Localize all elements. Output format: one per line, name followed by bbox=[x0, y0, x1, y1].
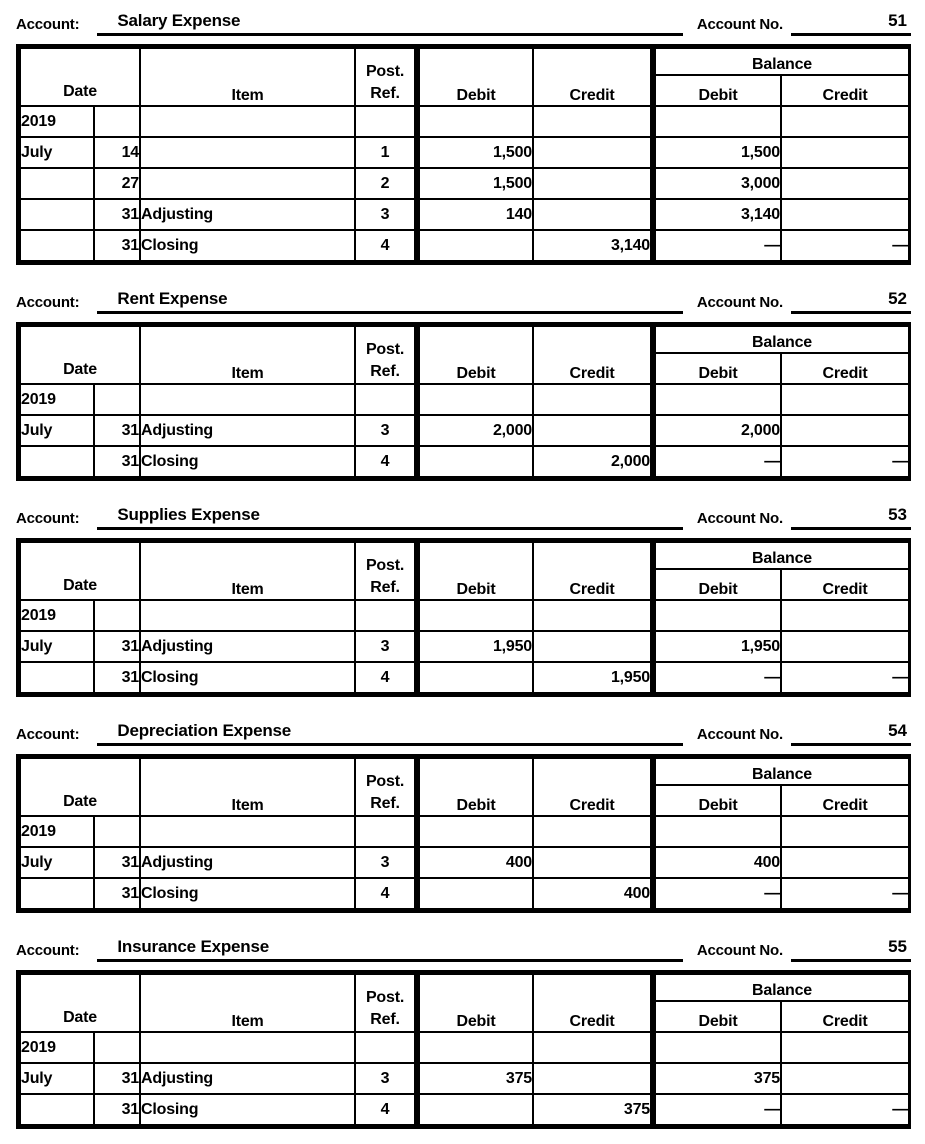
cell-date-month bbox=[20, 168, 94, 199]
cell-item: Adjusting bbox=[140, 199, 355, 230]
ledger-header-row-top bbox=[20, 974, 909, 1001]
cell-item: Adjusting bbox=[140, 631, 355, 662]
cell-date-month: 2019 bbox=[20, 384, 94, 415]
header-debit-label: Debit bbox=[417, 974, 533, 1032]
table-row bbox=[20, 106, 909, 137]
account-name-rule bbox=[97, 505, 682, 530]
cell-item bbox=[140, 168, 355, 199]
cell-post-ref: 3 bbox=[355, 199, 417, 230]
account-header bbox=[0, 500, 925, 530]
cell-debit: 1,500 bbox=[417, 137, 533, 168]
cell-date-day: 31 bbox=[94, 878, 140, 909]
cell-date-day: 31 bbox=[94, 847, 140, 878]
cell-post-ref bbox=[355, 600, 417, 631]
table-row bbox=[20, 199, 909, 230]
cell-credit bbox=[533, 137, 653, 168]
cell-date-month bbox=[20, 446, 94, 477]
table-row bbox=[20, 631, 909, 662]
cell-credit bbox=[533, 847, 653, 878]
cell-date-month: 2019 bbox=[20, 1032, 94, 1063]
ledger-account-block bbox=[0, 284, 925, 481]
cell-balance-debit: 3,140 bbox=[653, 199, 781, 230]
header-balance-debit-label: Debit bbox=[653, 353, 781, 384]
ledger-table-wrapper bbox=[16, 44, 911, 265]
cell-balance-credit bbox=[781, 106, 909, 137]
header-date-label: Date bbox=[63, 793, 97, 810]
account-name-rule bbox=[97, 937, 682, 962]
cell-item: Closing bbox=[140, 1094, 355, 1125]
header-credit-label: Credit bbox=[533, 542, 653, 600]
header-debit-label: Debit bbox=[417, 48, 533, 106]
account-name-value: Salary Expense bbox=[117, 11, 241, 30]
cell-post-ref: 4 bbox=[355, 230, 417, 261]
header-item-label: Item bbox=[140, 758, 355, 816]
account-name-value: Rent Expense bbox=[117, 289, 228, 308]
account-label: Account: bbox=[16, 510, 80, 527]
cell-item: Closing bbox=[140, 662, 355, 693]
header-post-ref-label bbox=[355, 542, 417, 600]
cell-debit: 1,500 bbox=[417, 168, 533, 199]
ledger-account-block bbox=[0, 716, 925, 913]
ledger-table-wrapper bbox=[16, 322, 911, 481]
cell-date-month: July bbox=[20, 1063, 94, 1094]
cell-balance-debit: — bbox=[653, 230, 781, 261]
header-date-spacer bbox=[20, 758, 140, 816]
header-debit-label: Debit bbox=[417, 758, 533, 816]
account-no-value: 54 bbox=[888, 721, 907, 740]
cell-debit: 2,000 bbox=[417, 415, 533, 446]
ledger-table-wrapper bbox=[16, 754, 911, 913]
header-post-ref-label bbox=[355, 974, 417, 1032]
cell-date-day: 27 bbox=[94, 168, 140, 199]
cell-item bbox=[140, 137, 355, 168]
header-credit-label: Credit bbox=[533, 48, 653, 106]
account-name-rule bbox=[97, 289, 682, 314]
cell-balance-credit bbox=[781, 631, 909, 662]
cell-balance-debit bbox=[653, 600, 781, 631]
account-name-value: Supplies Expense bbox=[117, 505, 260, 524]
account-no-rule bbox=[791, 721, 911, 746]
cell-balance-debit: 2,000 bbox=[653, 415, 781, 446]
ledger-table-wrapper bbox=[16, 538, 911, 697]
header-post-ref-line1: Post. bbox=[365, 557, 405, 574]
header-balance-label: Balance bbox=[653, 326, 909, 353]
cell-balance-credit bbox=[781, 600, 909, 631]
table-row bbox=[20, 1063, 909, 1094]
cell-item bbox=[140, 1032, 355, 1063]
header-item-label: Item bbox=[140, 974, 355, 1032]
account-label: Account: bbox=[16, 294, 80, 311]
cell-balance-debit bbox=[653, 1032, 781, 1063]
ledger-header-row-top bbox=[20, 758, 909, 785]
header-post-ref-line2: Ref. bbox=[370, 579, 400, 596]
cell-credit bbox=[533, 600, 653, 631]
cell-balance-debit: 375 bbox=[653, 1063, 781, 1094]
header-credit-label: Credit bbox=[533, 326, 653, 384]
account-name-rule bbox=[97, 11, 682, 36]
cell-balance-credit: — bbox=[781, 662, 909, 693]
table-row bbox=[20, 137, 909, 168]
header-balance-debit-label: Debit bbox=[653, 75, 781, 106]
table-row bbox=[20, 600, 909, 631]
header-balance-debit-label: Debit bbox=[653, 785, 781, 816]
cell-item: Adjusting bbox=[140, 415, 355, 446]
table-row bbox=[20, 847, 909, 878]
ledger-account-block bbox=[0, 932, 925, 1129]
cell-debit: 375 bbox=[417, 1063, 533, 1094]
account-label: Account: bbox=[16, 942, 80, 959]
account-name-value: Depreciation Expense bbox=[117, 721, 292, 740]
ledger-account-block bbox=[0, 500, 925, 697]
cell-date-day: 31 bbox=[94, 631, 140, 662]
cell-post-ref: 4 bbox=[355, 878, 417, 909]
cell-debit bbox=[417, 1094, 533, 1125]
header-debit-label: Debit bbox=[417, 542, 533, 600]
cell-balance-credit bbox=[781, 415, 909, 446]
header-post-ref-line1: Post. bbox=[365, 63, 405, 80]
table-row bbox=[20, 446, 909, 477]
cell-post-ref bbox=[355, 1032, 417, 1063]
cell-item bbox=[140, 384, 355, 415]
header-balance-credit-label: Credit bbox=[781, 75, 909, 106]
cell-item: Closing bbox=[140, 230, 355, 261]
cell-credit bbox=[533, 415, 653, 446]
cell-balance-debit: — bbox=[653, 1094, 781, 1125]
cell-balance-debit: — bbox=[653, 878, 781, 909]
cell-date-day: 31 bbox=[94, 1063, 140, 1094]
cell-item bbox=[140, 600, 355, 631]
header-post-ref-label bbox=[355, 326, 417, 384]
header-balance-label: Balance bbox=[653, 48, 909, 75]
cell-post-ref: 2 bbox=[355, 168, 417, 199]
header-post-ref-line2: Ref. bbox=[370, 85, 400, 102]
header-balance-credit-label: Credit bbox=[781, 353, 909, 384]
account-no-label: Account No. bbox=[696, 294, 783, 311]
ledger-table-wrapper bbox=[16, 970, 911, 1129]
cell-date-day bbox=[94, 384, 140, 415]
cell-item: Adjusting bbox=[140, 847, 355, 878]
header-post-ref-line1: Post. bbox=[365, 341, 405, 358]
ledger-header-row-top bbox=[20, 48, 909, 75]
cell-date-day: 31 bbox=[94, 446, 140, 477]
ledger-table bbox=[19, 757, 910, 910]
cell-date-month: July bbox=[20, 631, 94, 662]
cell-debit bbox=[417, 384, 533, 415]
header-date-spacer bbox=[20, 326, 140, 384]
header-balance-debit-label: Debit bbox=[653, 1001, 781, 1032]
header-date-spacer bbox=[20, 542, 140, 600]
account-no-rule bbox=[791, 289, 911, 314]
header-debit-label: Debit bbox=[417, 326, 533, 384]
cell-date-month bbox=[20, 662, 94, 693]
cell-post-ref bbox=[355, 106, 417, 137]
account-no-label: Account No. bbox=[696, 942, 783, 959]
cell-credit bbox=[533, 199, 653, 230]
cell-balance-debit: 1,500 bbox=[653, 137, 781, 168]
header-date-label: Date bbox=[63, 577, 97, 594]
cell-balance-debit: — bbox=[653, 662, 781, 693]
header-post-ref-label bbox=[355, 48, 417, 106]
cell-post-ref: 4 bbox=[355, 1094, 417, 1125]
ledger-table bbox=[19, 973, 910, 1126]
cell-balance-debit bbox=[653, 106, 781, 137]
cell-balance-debit: — bbox=[653, 446, 781, 477]
cell-credit bbox=[533, 384, 653, 415]
table-row bbox=[20, 816, 909, 847]
cell-balance-debit: 3,000 bbox=[653, 168, 781, 199]
header-credit-label: Credit bbox=[533, 758, 653, 816]
header-balance-credit-label: Credit bbox=[781, 1001, 909, 1032]
cell-post-ref: 4 bbox=[355, 662, 417, 693]
cell-date-day bbox=[94, 600, 140, 631]
ledger-header-row-top bbox=[20, 326, 909, 353]
account-no-value: 51 bbox=[888, 11, 907, 30]
cell-date-day: 31 bbox=[94, 415, 140, 446]
header-date-label: Date bbox=[63, 361, 97, 378]
table-row bbox=[20, 662, 909, 693]
cell-item bbox=[140, 816, 355, 847]
cell-date-month bbox=[20, 230, 94, 261]
cell-debit bbox=[417, 816, 533, 847]
table-row bbox=[20, 384, 909, 415]
cell-credit: 375 bbox=[533, 1094, 653, 1125]
header-balance-label: Balance bbox=[653, 542, 909, 569]
header-balance-debit-label: Debit bbox=[653, 569, 781, 600]
cell-debit: 140 bbox=[417, 199, 533, 230]
header-date-spacer bbox=[20, 48, 140, 106]
header-item-label: Item bbox=[140, 542, 355, 600]
cell-balance-credit bbox=[781, 168, 909, 199]
account-no-value: 52 bbox=[888, 289, 907, 308]
table-row bbox=[20, 878, 909, 909]
account-no-label: Account No. bbox=[696, 510, 783, 527]
cell-balance-credit: — bbox=[781, 878, 909, 909]
cell-date-month: 2019 bbox=[20, 106, 94, 137]
cell-date-month bbox=[20, 199, 94, 230]
account-header bbox=[0, 284, 925, 314]
cell-balance-debit: 1,950 bbox=[653, 631, 781, 662]
cell-balance-credit: — bbox=[781, 1094, 909, 1125]
table-row bbox=[20, 230, 909, 261]
cell-debit bbox=[417, 878, 533, 909]
header-balance-credit-label: Credit bbox=[781, 785, 909, 816]
table-row bbox=[20, 168, 909, 199]
header-balance-label: Balance bbox=[653, 758, 909, 785]
header-date-label: Date bbox=[63, 83, 97, 100]
cell-debit: 1,950 bbox=[417, 631, 533, 662]
cell-item: Adjusting bbox=[140, 1063, 355, 1094]
cell-date-month: 2019 bbox=[20, 600, 94, 631]
cell-credit bbox=[533, 1032, 653, 1063]
account-no-label: Account No. bbox=[696, 16, 783, 33]
table-row bbox=[20, 1094, 909, 1125]
cell-item bbox=[140, 106, 355, 137]
cell-credit: 2,000 bbox=[533, 446, 653, 477]
cell-debit bbox=[417, 230, 533, 261]
cell-balance-credit: — bbox=[781, 230, 909, 261]
header-balance-credit-label: Credit bbox=[781, 569, 909, 600]
account-no-rule bbox=[791, 937, 911, 962]
ledger-table bbox=[19, 47, 910, 262]
cell-credit bbox=[533, 816, 653, 847]
cell-post-ref: 3 bbox=[355, 847, 417, 878]
ledger-account-block bbox=[0, 6, 925, 265]
header-item-label: Item bbox=[140, 48, 355, 106]
cell-debit bbox=[417, 106, 533, 137]
cell-credit: 400 bbox=[533, 878, 653, 909]
cell-date-month: 2019 bbox=[20, 816, 94, 847]
cell-balance-credit bbox=[781, 384, 909, 415]
header-credit-label: Credit bbox=[533, 974, 653, 1032]
account-no-value: 53 bbox=[888, 505, 907, 524]
cell-date-month: July bbox=[20, 847, 94, 878]
cell-balance-credit bbox=[781, 816, 909, 847]
ledger-header-row-top bbox=[20, 542, 909, 569]
header-item-label: Item bbox=[140, 326, 355, 384]
cell-item: Closing bbox=[140, 446, 355, 477]
cell-credit bbox=[533, 106, 653, 137]
cell-date-month: July bbox=[20, 415, 94, 446]
header-date-spacer bbox=[20, 974, 140, 1032]
cell-balance-credit bbox=[781, 1032, 909, 1063]
cell-credit bbox=[533, 168, 653, 199]
account-name-value: Insurance Expense bbox=[117, 937, 269, 956]
header-post-ref-line2: Ref. bbox=[370, 363, 400, 380]
account-header bbox=[0, 932, 925, 962]
table-row bbox=[20, 415, 909, 446]
cell-balance-debit: 400 bbox=[653, 847, 781, 878]
cell-post-ref bbox=[355, 384, 417, 415]
cell-date-day: 31 bbox=[94, 662, 140, 693]
ledger-table bbox=[19, 541, 910, 694]
cell-date-day: 31 bbox=[94, 230, 140, 261]
header-balance-label: Balance bbox=[653, 974, 909, 1001]
cell-date-day: 14 bbox=[94, 137, 140, 168]
cell-debit: 400 bbox=[417, 847, 533, 878]
cell-date-day: 31 bbox=[94, 199, 140, 230]
cell-debit bbox=[417, 662, 533, 693]
cell-credit: 3,140 bbox=[533, 230, 653, 261]
account-header bbox=[0, 716, 925, 746]
cell-post-ref bbox=[355, 816, 417, 847]
cell-balance-debit bbox=[653, 384, 781, 415]
cell-post-ref: 3 bbox=[355, 1063, 417, 1094]
cell-post-ref: 3 bbox=[355, 631, 417, 662]
cell-debit bbox=[417, 600, 533, 631]
header-post-ref-label bbox=[355, 758, 417, 816]
cell-date-day bbox=[94, 816, 140, 847]
cell-debit bbox=[417, 1032, 533, 1063]
cell-date-day bbox=[94, 106, 140, 137]
cell-date-day: 31 bbox=[94, 1094, 140, 1125]
header-post-ref-line2: Ref. bbox=[370, 795, 400, 812]
cell-credit: 1,950 bbox=[533, 662, 653, 693]
cell-balance-debit bbox=[653, 816, 781, 847]
header-post-ref-line1: Post. bbox=[365, 773, 405, 790]
account-no-value: 55 bbox=[888, 937, 907, 956]
account-label: Account: bbox=[16, 726, 80, 743]
cell-balance-credit bbox=[781, 847, 909, 878]
cell-debit bbox=[417, 446, 533, 477]
cell-date-month bbox=[20, 1094, 94, 1125]
cell-balance-credit bbox=[781, 137, 909, 168]
account-no-rule bbox=[791, 505, 911, 530]
cell-item: Closing bbox=[140, 878, 355, 909]
account-label: Account: bbox=[16, 16, 80, 33]
cell-balance-credit bbox=[781, 199, 909, 230]
cell-credit bbox=[533, 631, 653, 662]
account-name-rule bbox=[97, 721, 682, 746]
cell-post-ref: 1 bbox=[355, 137, 417, 168]
cell-date-day bbox=[94, 1032, 140, 1063]
account-no-label: Account No. bbox=[696, 726, 783, 743]
cell-post-ref: 3 bbox=[355, 415, 417, 446]
cell-balance-credit: — bbox=[781, 446, 909, 477]
table-row bbox=[20, 1032, 909, 1063]
cell-credit bbox=[533, 1063, 653, 1094]
cell-date-month: July bbox=[20, 137, 94, 168]
account-no-rule bbox=[791, 11, 911, 36]
cell-balance-credit bbox=[781, 1063, 909, 1094]
cell-date-month bbox=[20, 878, 94, 909]
account-header bbox=[0, 6, 925, 36]
header-post-ref-line2: Ref. bbox=[370, 1011, 400, 1028]
header-date-label: Date bbox=[63, 1009, 97, 1026]
cell-post-ref: 4 bbox=[355, 446, 417, 477]
ledger-table bbox=[19, 325, 910, 478]
header-post-ref-line1: Post. bbox=[365, 989, 405, 1006]
